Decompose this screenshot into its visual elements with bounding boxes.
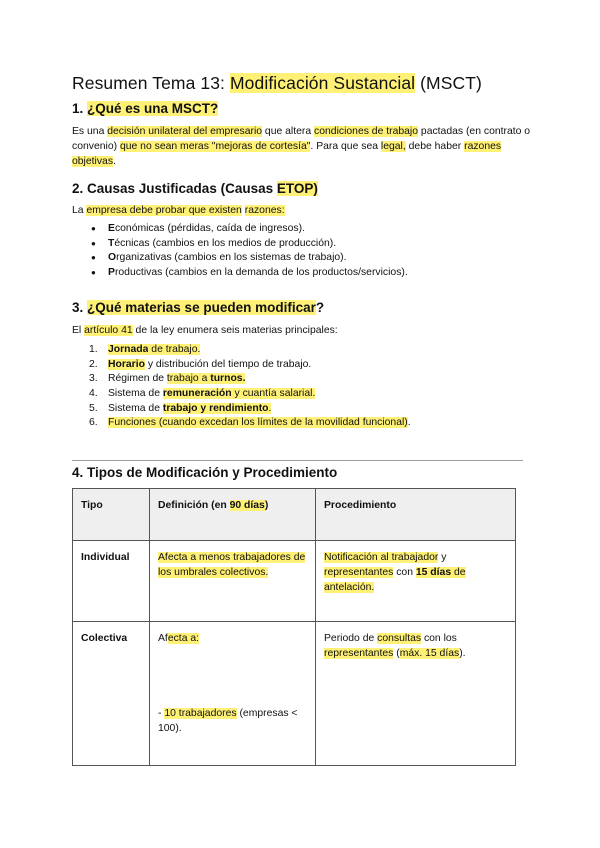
etop-list	[108, 222, 408, 281]
list-item: ● Organizativas (cambios en los sistemas de trabajo).	[108, 251, 408, 266]
list-item: ● Económicas (pérdidas, caída de ingresos).	[108, 222, 408, 237]
section-2-intro: La empresa debe probar que existen razones:	[72, 205, 285, 216]
section-3-heading: 3. ¿Qué materias se pueden modificar?	[72, 300, 325, 315]
table-row	[73, 541, 516, 622]
header-procedimiento: Procedimiento	[316, 489, 516, 541]
cell-def-colectiva: Afecta a: - 10 trabajadores (empresas < 100).	[150, 622, 316, 766]
list-item: 5. Sistema de trabajo y rendimiento.	[89, 402, 272, 414]
list-item: 6. Funciones (cuando excedan los límites de la movilidad funcional).	[89, 417, 411, 429]
section-3-intro: El artículo 41 de la ley enumera seis materias principales:	[72, 325, 338, 336]
section-4-heading: 4. Tipos de Modificación y Procedimiento	[72, 465, 338, 480]
page-title: Resumen Tema 13: Modificación Sustancial (MSCT)	[72, 73, 482, 93]
section-2-heading: 2. Causas Justificadas (Causas ETOP)	[72, 181, 318, 196]
list-item: ● Técnicas (cambios en los medios de producción).	[108, 237, 408, 252]
section-1-heading: 1. ¿Qué es una MSCT?	[72, 101, 219, 116]
cell-def-individual: Afecta a menos trabajadores de los umbrales colectivos.	[150, 541, 316, 622]
cell-proc-colectiva: Periodo de consultas con los representantes (máx. 15 días).	[316, 622, 516, 766]
horizontal-divider	[72, 460, 523, 461]
materias-list	[89, 343, 411, 431]
list-item: 3. Régimen de trabajo a turnos.	[89, 373, 246, 385]
list-item: 4. Sistema de remuneración y cuantía salarial.	[89, 388, 316, 400]
list-item: 1. Jornada de trabajo.	[89, 344, 201, 355]
section-1-paragraph: Es una decisión unilateral del empresario que altera condiciones de trabajo pactadas (en contrato o convenio) que no sean meras "mejoras de cortesía". Para que sea legal, debe haber razones objetivas.	[72, 126, 531, 167]
header-definicion: Definición (en 90 días)	[150, 489, 316, 541]
header-tipo: Tipo	[73, 489, 150, 541]
table-row	[73, 622, 516, 766]
modification-types-table	[72, 488, 516, 766]
cell-tipo-colectiva: Colectiva	[73, 622, 150, 766]
cell-tipo-individual: Individual	[73, 541, 150, 622]
table-header-row	[73, 489, 516, 541]
cell-proc-individual: Notificación al trabajador y representantes con 15 días de antelación.	[316, 541, 516, 622]
list-item: 2. Horario y distribución del tiempo de trabajo.	[89, 358, 312, 370]
list-item: ● Productivas (cambios en la demanda de los productos/servicios).	[108, 266, 408, 281]
